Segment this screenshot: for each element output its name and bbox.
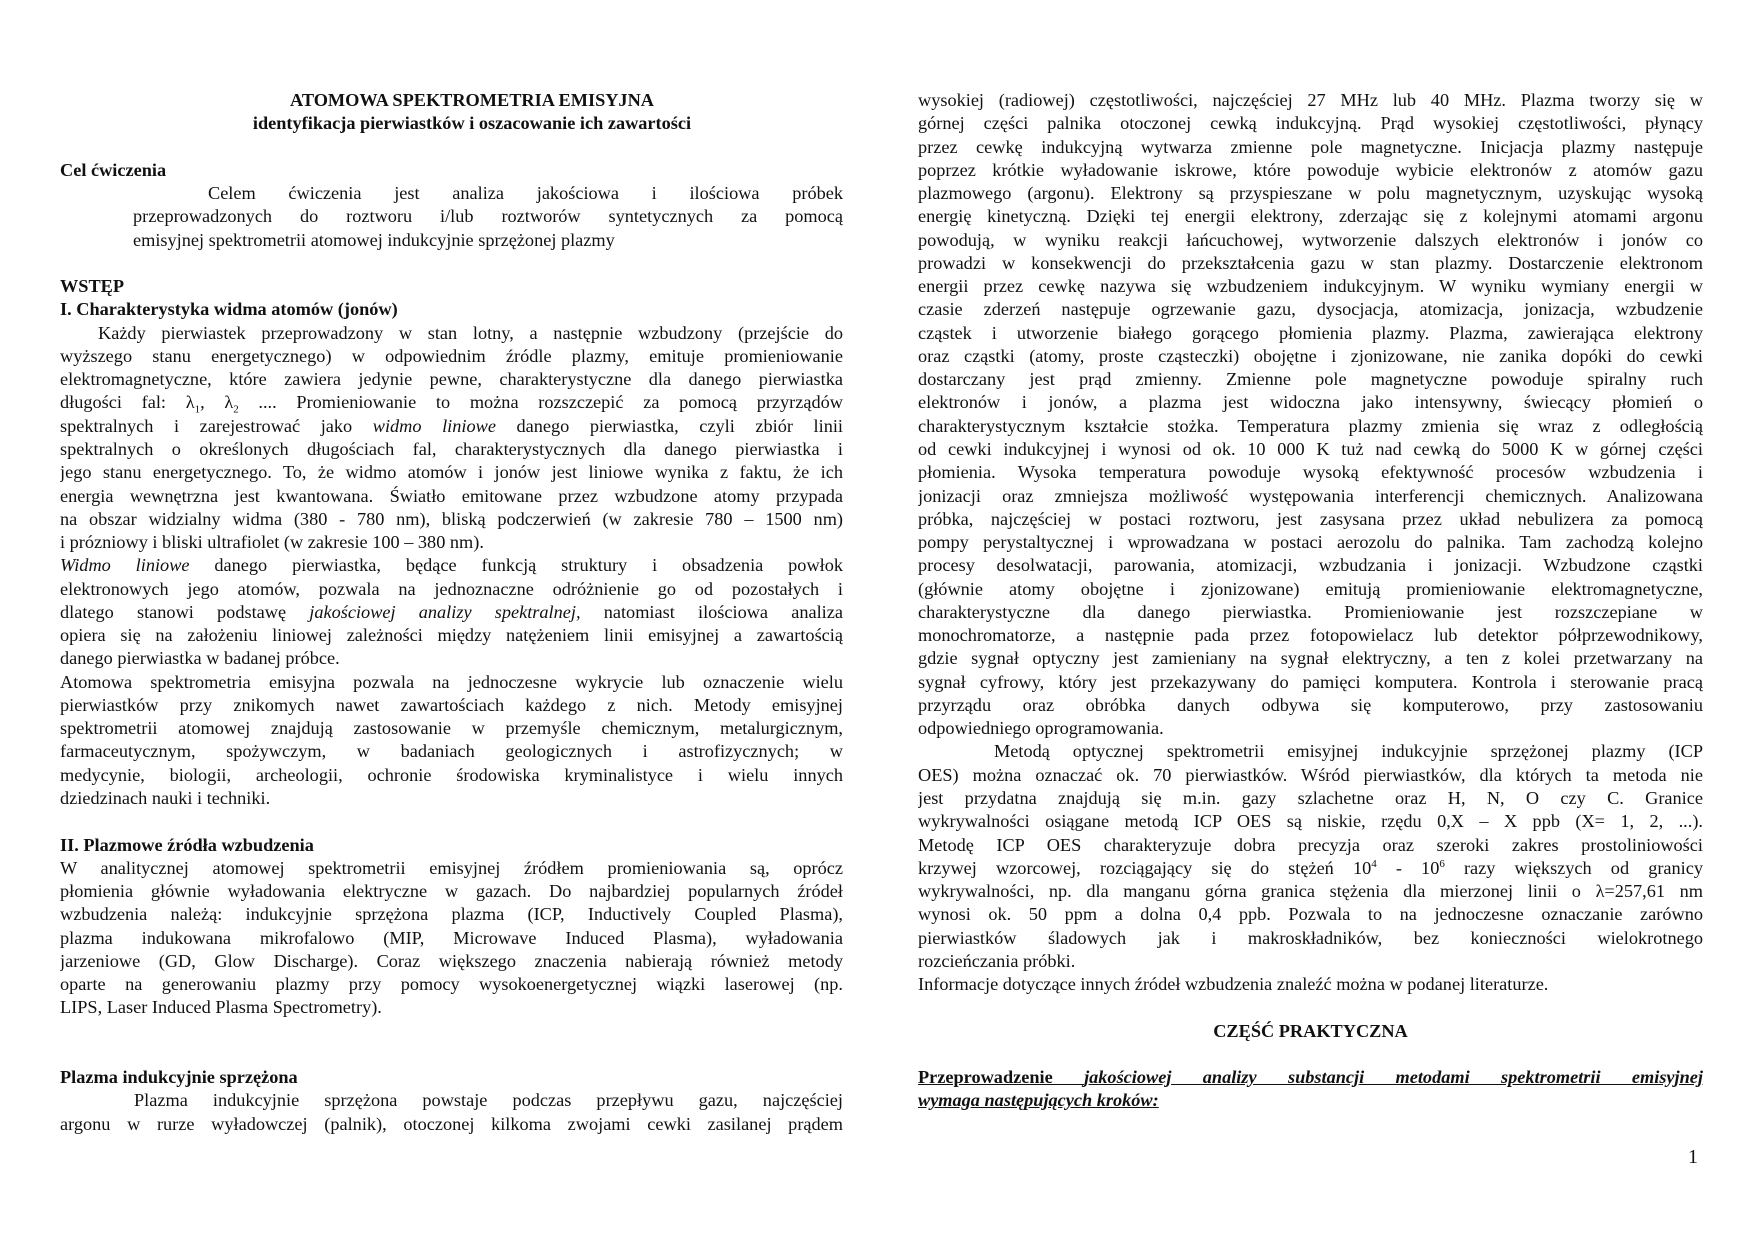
- text-line: monochromatorze, a następnie pada przez fotopowielacz lub detektor półprzewodnikowy,: [918, 625, 1703, 646]
- text-line: płomienia głównie wyładowania elektryczne w gazach. Do najbardziej popularnych źródeł: [60, 881, 843, 902]
- text-line: gdzie sygnał optyczny jest zamieniany na sygnał elektryczny, a ten z kolei przetwarzany na: [918, 648, 1703, 669]
- page-number: 1: [1688, 1146, 1698, 1168]
- italic-text: Widmo liniowe: [60, 555, 190, 576]
- text-line: emisyjnej spektrometrii atomowej indukcyjnie sprzężonej plazmy: [133, 229, 615, 250]
- text-line: medycynie, biologii, archeologii, ochronie środowiska kryminalistyce i wielu innych: [60, 764, 843, 785]
- section1-paragraph-1: [60, 322, 843, 555]
- italic-text: widmo liniowe: [372, 415, 496, 436]
- text-line: od cewki indukcyjnej i wynosi od ok. 10 000 K tuż nad cewką do 5000 K w górnej części: [918, 438, 1703, 459]
- text-segment: , λ: [200, 392, 234, 413]
- subscript: 2: [233, 404, 239, 415]
- objective-paragraph: [60, 182, 843, 252]
- text-line: odpowiedniego oprogramowania.: [918, 718, 1164, 739]
- italic-text: jakościowej analizy substancji metodami spektrometrii emisyjnej: [1084, 1067, 1703, 1088]
- text-line: rozcieńczania próbki.: [918, 950, 1076, 971]
- text-line: [60, 415, 843, 438]
- section2-heading: II. Plazmowe źródła wzbudzenia: [60, 834, 314, 855]
- text-line: sygnał cyfrowy, który jest przekazywany do pamięci komputera. Kontrola i sterowanie pracą: [918, 671, 1703, 692]
- text-line: poprzez krótkie wyładowanie iskrowe, które powoduje wybicie elektronów z atomów gazu: [918, 159, 1703, 180]
- text-line: powodują, w wyniku reakcji łańcuchowej, wytworzenie dalszych elektronów i jonów co: [918, 229, 1703, 250]
- right-column: [918, 89, 1703, 1113]
- text-line: Każdy pierwiastek przeprowadzony w stan lotny, a następnie wzbudzony (przejście do: [98, 322, 843, 343]
- text-line: dostarczany jest prąd zmienny. Zmienne pole magnetyczne powoduje spiralny ruch: [918, 369, 1703, 390]
- objective-heading: Cel ćwiczenia: [60, 159, 167, 180]
- practical-task-paragraph: [918, 1066, 1703, 1113]
- text-line: [60, 554, 843, 577]
- left-column: [60, 89, 843, 1136]
- superscript: 6: [1439, 857, 1445, 870]
- text-line: elektronów i jonów, a plazma jest widoczna jako intensywny, świecący płomień o: [918, 392, 1703, 413]
- text-line: [60, 601, 843, 624]
- text-line: wykrywalności osiągane metodą ICP OES są niskie, rzędu 0,X – X ppb (X= 1, 2, ...).: [918, 811, 1703, 832]
- text-line: Plazma indukcyjnie sprzężona powstaje podczas przepływu gazu, najczęściej: [134, 1090, 843, 1111]
- text-line: energii przez cewkę nazywa się wzbudzeniem indukcyjnym. W wyniku wymiany energii w: [918, 276, 1703, 297]
- text-line: W analitycznej atomowej spektrometrii emisyjnej źródłem promieniowania są, oprócz: [60, 857, 843, 878]
- text-line: spektralnych o określonych długościach fal, charakterystycznych dla danego pierwiastka i: [60, 438, 843, 459]
- text-segment: długości fal: λ: [60, 392, 195, 413]
- text-segment: Przeprowadzenie: [918, 1067, 1085, 1088]
- text-line: [918, 1089, 1703, 1112]
- text-segment: dlatego stanowi podstawę: [60, 601, 310, 622]
- text-segment: spektralnych i zarejestrować jako: [60, 415, 373, 436]
- text-line: wyższego stanu energetycznego) w odpowiednim źródle plazmy, emituje promieniowanie: [60, 345, 843, 366]
- text-line: dziedzinach nauki i techniki.: [60, 787, 271, 808]
- icp-oes-paragraph: [918, 740, 1703, 973]
- italic-text: jakościowej analizy spektralnej,: [309, 601, 581, 622]
- subtitle-line: identyfikacja pierwiastków i oszacowanie ich zawartości: [252, 113, 692, 134]
- text-line: górnej części palnika otoczonej cewką indukcyjną. Prąd wysokiej częstotliwości, płynący: [918, 113, 1703, 134]
- text-line: plazma indukowana mikrofalowo (MIP, Microwave Induced Plasma), wyładowania: [60, 927, 843, 948]
- text-line: argonu w rurze wyładowczej (palnik), otoczonej kilkoma zwojami cewki zasilanej prądem: [60, 1113, 843, 1134]
- text-line: charakterystyczne dla danego pierwiastka. Promieniowanie jest rozszczepiane w: [918, 601, 1703, 622]
- text-line: wynosi ok. 50 ppm a dolna 0,4 ppb. Pozwala to na jednoczesne oznaczanie zarówno: [918, 904, 1703, 925]
- text-line: farmaceutycznym, spożywczym, w badaniach geologicznych i astrofizycznych; w: [60, 741, 843, 762]
- icp-paragraph: [60, 1089, 843, 1136]
- document-title: [60, 89, 884, 136]
- italic-text: wymaga następujących kroków:: [918, 1090, 1159, 1111]
- text-line: przeprowadzonych do roztworu i/lub roztworów syntetycznych za pomocą: [133, 206, 843, 227]
- text-segment: natomiast ilościowa analiza: [580, 601, 843, 622]
- text-line: oraz cząstki (atomy, proste cząsteczki) obojętne i zjonizowane, nie zanika dopóki do cewki: [918, 345, 1703, 366]
- superscript: 4: [1371, 857, 1377, 870]
- text-line: spektrometrii atomowej znajdują zastosowanie w przemyśle chemicznym, metalurgicznym,: [60, 718, 843, 739]
- text-line: jarzeniowe (GD, Glow Discharge). Coraz większego znaczenia nabierają również metody: [60, 950, 843, 971]
- text-line: [918, 857, 1703, 880]
- text-line: Metodę ICP OES charakteryzuje dobra precyzja oraz szeroki zakres prostoliniowości: [918, 834, 1703, 855]
- section1-heading: I. Charakterystyka widma atomów (jonów): [60, 299, 398, 320]
- text-line: pompy perystaltycznej i wprowadzana w postaci aerozolu do palnika. Tam zachodzą kolejno: [918, 532, 1703, 553]
- text-line: jonizacji oraz zmniejsza możliwość występowania interferencji chemicznych. Analizowana: [918, 485, 1703, 506]
- text-line: Atomowa spektrometria emisyjna pozwala na jednoczesne wykrycie lub oznaczenie wielu: [60, 671, 843, 692]
- text-line: charakterystycznym kształcie stożka. Temperatura plazmy zmienia się wraz z odległością: [918, 415, 1703, 436]
- text-line: (głównie atomy obojętne i zjonizowane) emitują promieniowanie elektromagnetyczne,: [918, 578, 1703, 599]
- subscript: 1: [194, 404, 201, 415]
- section2-paragraph: [60, 857, 843, 1020]
- text-segment: danego pierwiastka, czyli zbiór linii: [495, 415, 843, 436]
- text-segment: krzywej wzorcowej, rozciągający się do stężeń 10: [918, 857, 1372, 878]
- text-line: prowadzi w konsekwencji do przekształcenia gazu w stan plazmy. Dostarczenie elektronom: [918, 252, 1703, 273]
- text-line: płomienia. Wysoka temperatura powoduje wysoką efektywność procesów wzbudzenia i: [918, 462, 1703, 483]
- text-line: próbka, najczęściej w postaci roztworu, jest zasysana przez układ nebulizera za pomocą: [918, 508, 1703, 529]
- text-line: czasie zderzeń następuje ogrzewanie gazu, dysocjacja, atomizacja, jonizacja, wzbudzenie: [918, 299, 1703, 320]
- text-line: OES) można oznaczać ok. 70 pierwiastków. Wśród pierwiastków, dla których ta metoda nie: [918, 764, 1703, 785]
- section1-paragraph-2: [60, 554, 843, 670]
- text-line: elektronowych jego atomów, pozwala na jednoznaczne odróżnienie go od pozostałych i: [60, 578, 843, 599]
- title-line: ATOMOWA SPEKTROMETRIA EMISYJNA: [290, 90, 654, 110]
- intro-heading: WSTĘP: [60, 276, 125, 297]
- section1-paragraph-3: [60, 671, 843, 811]
- text-line: procesy desolwatacji, parowania, atomizacji, wzbudzania i jonizacji. Wzbudzone cząstki: [918, 555, 1703, 576]
- text-line: Celem ćwiczenia jest analiza jakościowa i ilościowa próbek: [208, 183, 843, 204]
- text-line: energia wewnętrzna jest kwantowana. Światło emitowane przez wzbudzone atomy przypada: [60, 485, 843, 506]
- icp-heading: Plazma indukcyjnie sprzężona: [60, 1067, 298, 1088]
- text-line: LIPS, Laser Induced Plasma Spectrometry).: [60, 997, 382, 1018]
- text-line: pierwiastków śladowych jak i makroskładników, bez konieczności wielokrotnego: [918, 927, 1703, 948]
- text-line: [60, 391, 843, 414]
- text-line: Metodą optycznej spektrometrii emisyjnej indukcyjnie sprzężonej plazmy (ICP: [994, 741, 1703, 762]
- text-segment: - 10: [1376, 857, 1440, 878]
- text-line: przez cewkę indukcyjną wytwarza zmienne pole magnetyczne. Inicjacja plazmy następuje: [918, 136, 1703, 157]
- text-line: cząstek i utworzenie białego gorącego płomienia plazmy. Plazma, zawierająca elektrony: [918, 322, 1703, 343]
- text-line: wykrywalności, np. dla manganu górna granica stężenia dla mierzonej linii o λ=257,61 nm: [918, 881, 1703, 902]
- text-line: [918, 1066, 1703, 1089]
- icp-paragraph-continued: [918, 89, 1703, 740]
- text-line: przyrządu oraz obróbka danych odbywa się komputerowo, przy zastosowaniu: [918, 694, 1703, 715]
- literature-note: [918, 973, 1703, 996]
- text-line: jest przydatna znajdują się m.in. gazy szlachetne oraz H, N, O czy C. Granice: [918, 787, 1703, 808]
- text-line: i prózniowy i bliski ultrafiolet (w zakresie 100 – 380 nm).: [60, 532, 484, 553]
- text-line: danego pierwiastka w badanej próbce.: [60, 648, 340, 669]
- text-line: jego stanu energetycznego. To, że widmo atomów i jonów jest liniowe wynika z faktu, że ich: [60, 462, 843, 483]
- practical-heading: CZĘŚĆ PRAKTYCZNA: [1213, 1020, 1408, 1041]
- text-line: oparte na generowaniu plazmy przy pomocy wysokoenergetycznej wiązki laserowej (np.: [60, 974, 843, 995]
- text-line: na obszar widzialny widma (380 - 780 nm), bliską podczerwień (w zakresie 780 – 1500 nm): [60, 508, 843, 529]
- text-line: energię kinetyczną. Dzięki tej energii elektrony, zderzając się z kolejnymi atomami argonu: [918, 206, 1703, 227]
- text-segment: .... Promieniowanie to można rozszczepić za pomocą przyrządów: [238, 392, 843, 413]
- text-line: Informacje dotyczące innych źródeł wzbudzenia znaleźć można w podanej literaturze.: [918, 974, 1549, 995]
- text-segment: danego pierwiastka, będące funkcją struktury i obsadzenia powłok: [189, 555, 843, 576]
- text-line: opiera się na założeniu liniowej zależności między natężeniem linii emisyjnej a zawartością: [60, 625, 843, 646]
- text-line: pierwiastków przy znikomych nawet zawartościach każdego z nich. Metody emisyjnej: [60, 694, 843, 715]
- text-line: wysokiej (radiowej) częstotliwości, najczęściej 27 MHz lub 40 MHz. Plazma tworzy się w: [918, 90, 1703, 110]
- text-line: elektromagnetyczne, które zawiera jedynie pewne, charakterystyczne dla danego pierwiastka: [60, 369, 843, 390]
- text-line: wzbudzenia należą: indukcyjnie sprzężona plazma (ICP, Inductively Coupled Plasma),: [60, 904, 843, 925]
- text-segment: razy większych od granicy: [1444, 857, 1703, 878]
- text-line: plazmowego (argonu). Elektrony są przyspieszane w polu magnetycznym, uzyskując wysoką: [918, 183, 1703, 204]
